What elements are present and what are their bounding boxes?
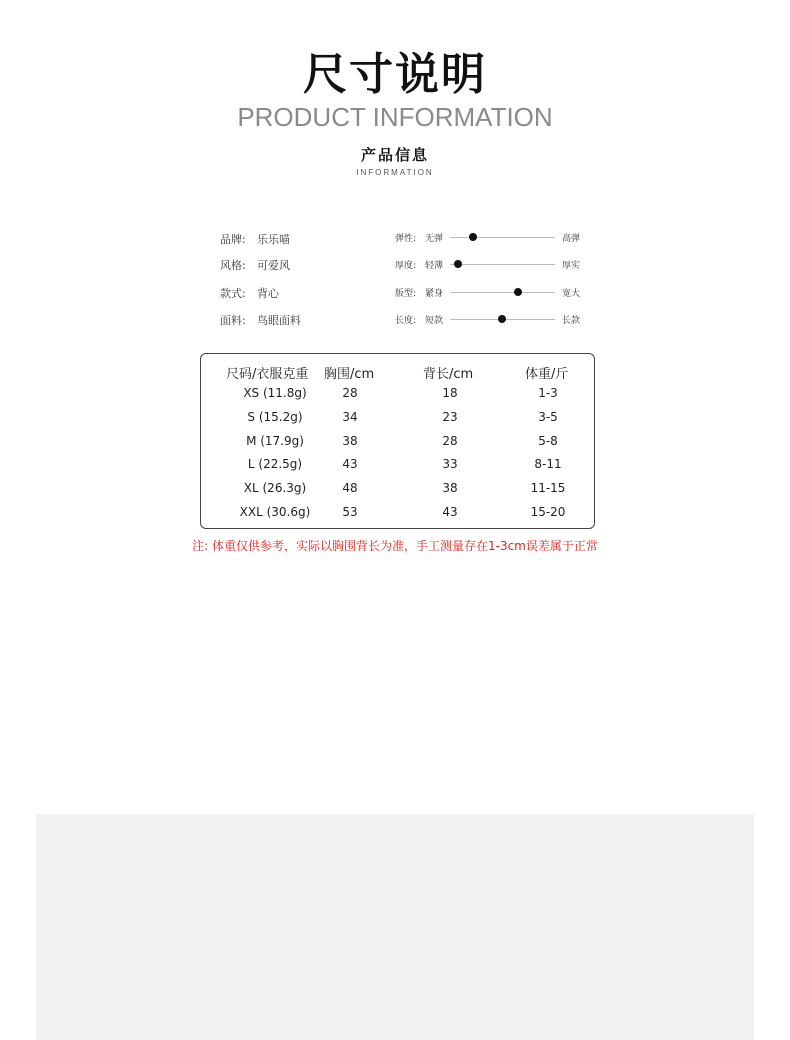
- scale-track: [450, 292, 555, 293]
- scale-elasticity: [395, 231, 580, 245]
- table-cell: 28: [342, 386, 358, 400]
- scale-name: 厚度:: [395, 261, 417, 271]
- table-cell: 33: [442, 457, 458, 471]
- section-title: 产品信息: [360, 146, 429, 164]
- table-cell: 43: [442, 505, 458, 519]
- table-header-chest: 胸围/cm: [324, 367, 375, 382]
- scale-low-label: 无弹: [425, 234, 444, 244]
- scale-high-label: 长款: [561, 316, 580, 326]
- scale-high-label: 厚实: [561, 261, 580, 271]
- placeholder-panel: [36, 814, 754, 1040]
- scale-name: 版型:: [395, 289, 417, 299]
- table-header-size: 尺码/衣服克重: [226, 367, 309, 382]
- table-cell: 43: [342, 457, 358, 471]
- table-cell: 3-5: [538, 410, 558, 424]
- scale-track: [450, 264, 555, 265]
- table-cell: XL (26.3g): [243, 481, 307, 495]
- table-cell: 38: [342, 434, 358, 448]
- table-cell: XXL (30.6g): [239, 505, 311, 519]
- table-cell: 53: [342, 505, 358, 519]
- table-cell: L (22.5g): [247, 457, 303, 471]
- table-cell: 23: [442, 410, 458, 424]
- scale-thickness: [395, 258, 580, 272]
- scale-marker: [469, 233, 477, 241]
- table-cell: 48: [342, 481, 358, 495]
- scale-high-label: 高弹: [561, 234, 580, 244]
- table-cell: 28: [442, 434, 458, 448]
- scale-fit: [395, 286, 580, 300]
- scale-high-label: 宽大: [561, 289, 580, 299]
- table-cell: M (17.9g): [246, 434, 304, 448]
- page-subtitle: PRODUCT INFORMATION: [237, 102, 553, 132]
- table-cell: S (15.2g): [247, 410, 303, 424]
- attribute-type: [220, 285, 279, 301]
- scale-track: [450, 237, 555, 238]
- attribute-key: 款式:: [220, 287, 246, 300]
- scale-marker: [454, 260, 462, 268]
- scale-marker: [498, 315, 506, 323]
- attribute-key: 风格:: [220, 259, 246, 272]
- scale-name: 长度:: [395, 316, 417, 326]
- section-subtitle: INFORMATION: [356, 168, 434, 177]
- scale-low-label: 轻薄: [425, 261, 444, 271]
- attribute-value: 鸟眼面料: [257, 314, 301, 327]
- attribute-key: 面料:: [220, 314, 246, 327]
- scale-length: [395, 313, 580, 327]
- attribute-value: 背心: [257, 287, 279, 300]
- table-cell: 1-3: [538, 386, 558, 400]
- table-header-back: 背长/cm: [423, 367, 474, 382]
- table-cell: 38: [442, 481, 458, 495]
- table-cell: 8-11: [534, 457, 562, 471]
- page-title: 尺寸说明: [303, 49, 487, 100]
- attribute-fabric: [220, 312, 301, 328]
- scale-low-label: 紧身: [425, 289, 444, 299]
- table-header-weight: 体重/斤: [525, 367, 569, 382]
- table-cell: 18: [442, 386, 458, 400]
- attribute-key: 品牌:: [220, 233, 246, 246]
- table-cell: XS (11.8g): [243, 386, 307, 400]
- attribute-style: [220, 257, 290, 273]
- table-cell: 11-15: [530, 481, 566, 495]
- size-note: 注: 体重仅供参考，实际以胸围背长为准，手工测量存在1-3cm误差属于正常: [192, 539, 598, 553]
- table-cell: 5-8: [538, 434, 558, 448]
- table-cell: 15-20: [530, 505, 566, 519]
- scale-marker: [514, 288, 522, 296]
- scale-name: 弹性:: [395, 234, 417, 244]
- table-cell: 34: [342, 410, 358, 424]
- attribute-value: 乐乐喵: [257, 233, 290, 246]
- scale-low-label: 短款: [425, 316, 444, 326]
- attribute-brand: [220, 231, 290, 247]
- attribute-value: 可爱风: [257, 259, 290, 272]
